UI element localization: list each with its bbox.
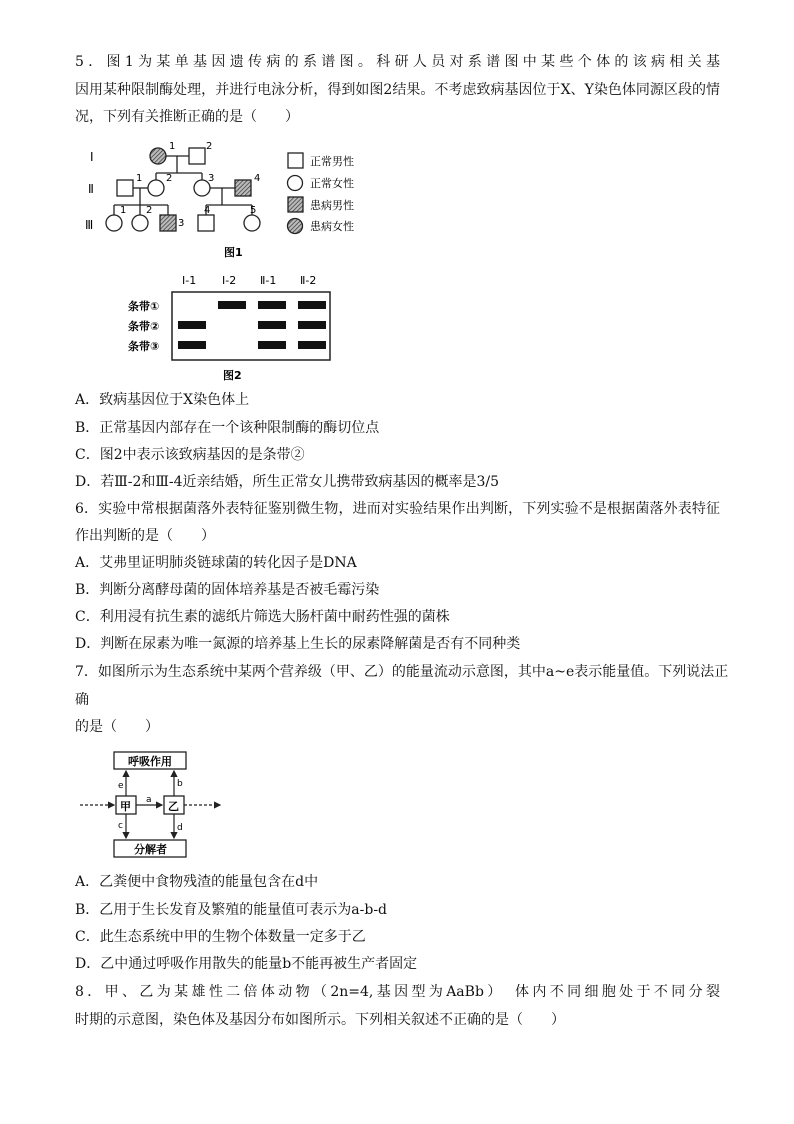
q6-option-a: A．艾弗里证明肺炎链球菌的转化因子是DNA — [75, 555, 357, 571]
q7-option-d: D．乙中通过呼吸作用散失的能量b不能再被生产者固定 — [75, 956, 418, 972]
legend-label: 正常女性 — [310, 177, 354, 190]
q5-stem-line-2: 因用某种限制酶处理，并进行电泳分析，得到如图2结果。不考虑致病基因位于X、Y染色体同源区段的情 — [75, 82, 720, 98]
legend-normal-female-icon — [288, 176, 303, 191]
q7-option-c: C．此生态系统中甲的生物个体数量一定多于乙 — [75, 929, 366, 945]
q5-stem-line-3: 况，下列有关推断正确的是（ ） — [75, 109, 299, 125]
pedigree-num: 4 — [254, 173, 261, 184]
pedigree-III-4-normal-male — [198, 215, 214, 231]
pedigree-II-4-affected-male — [235, 180, 251, 196]
gel-column-label: Ⅰ-1 — [182, 274, 197, 287]
pedigree-III-2-normal-female — [132, 215, 148, 231]
legend-label: 患病女性 — [310, 220, 354, 233]
gel-row-label: 条带① — [128, 300, 160, 313]
q5-option-a: A．致病基因位于X染色体上 — [75, 392, 250, 408]
pedigree-num: 2 — [146, 205, 153, 216]
gel-band — [298, 341, 326, 349]
energy-flow-diagram — [78, 748, 228, 863]
gel-band — [178, 341, 206, 349]
gel-row-label: 条带② — [128, 320, 160, 333]
q5-option-d: D．若Ⅲ-2和Ⅲ-4近亲结婚，所生正常女儿携带致病基因的概率是3/5 — [75, 474, 500, 490]
gel-band — [218, 301, 246, 309]
gel-band — [258, 321, 286, 329]
pedigree-num: 1 — [120, 205, 127, 216]
electrophoresis-figure — [120, 272, 360, 384]
legend-affected-female-icon — [288, 219, 303, 234]
gen-label-3: Ⅲ — [85, 218, 94, 232]
legend-normal-male-icon — [288, 153, 303, 168]
figure-2-caption: 图2 — [223, 369, 242, 382]
pedigree-num: 4 — [204, 205, 211, 216]
pedigree-I-2-normal-male — [189, 148, 205, 164]
q6-stem-line-2: 作出判断的是（ ） — [75, 528, 215, 544]
gel-band — [298, 301, 326, 309]
pedigree-num: 3 — [208, 173, 215, 184]
q5-option-b: B．正常基因内部存在一个该种限制酶的酶切位点 — [75, 420, 380, 436]
gen-label-1: Ⅰ — [90, 150, 94, 164]
q6-option-b: B．判断分离酵母菌的固体培养基是否被毛霉污染 — [75, 582, 380, 598]
gel-band — [258, 301, 286, 309]
pedigree-num: 3 — [178, 218, 185, 229]
respiration-label: 呼吸作用 — [128, 755, 172, 768]
q8-stem-line-2: 时期的示意图，染色体及基因分布如图所示。下列相关叙述不正确的是（ ） — [75, 1012, 565, 1028]
q6-stem-line-1: 6．实验中常根据菌落外表特征鉴别微生物，进而对实验结果作出判断，下列实验不是根据菌落外表特征 — [75, 501, 720, 517]
flow-label-e: e — [118, 781, 124, 791]
figure-1-caption: 图1 — [224, 246, 243, 259]
legend-label: 正常男性 — [310, 155, 354, 168]
flow-label-b: b — [177, 779, 183, 789]
gel-band — [258, 341, 286, 349]
q5-option-c: C．图2中表示该致病基因的是条带② — [75, 447, 305, 463]
gel-column-label: Ⅰ-2 — [222, 274, 237, 287]
q7-stem-line-1: 7．如图所示为生态系统中某两个营养级（甲、乙）的能量流动示意图，其中a~e表示能量值。下列说法正 — [75, 664, 729, 680]
q7-stem-line-3: 的是（ ） — [75, 719, 159, 735]
q7-option-a: A．乙粪便中食物残渣的能量包含在d中 — [75, 874, 319, 890]
flow-label-d: d — [177, 823, 183, 833]
q6-option-d: D．判断在尿素为唯一氮源的培养基上生长的尿素降解菌是否有不同种类 — [75, 636, 521, 652]
pedigree-num: 2 — [206, 141, 213, 152]
pedigree-num: 5 — [250, 205, 257, 216]
pedigree-num: 1 — [136, 173, 143, 184]
node-jia-label: 甲 — [120, 800, 131, 813]
gel-band — [178, 321, 206, 329]
pedigree-III-1-normal-female — [106, 215, 122, 231]
q7-stem-line-2: 确 — [75, 692, 89, 708]
pedigree-figure — [80, 135, 375, 265]
pedigree-I-1-affected-female — [150, 148, 166, 164]
pedigree-II-2-normal-female — [148, 180, 164, 196]
node-yi-label: 乙 — [168, 800, 179, 813]
flow-label-c: c — [118, 821, 123, 831]
legend-affected-male-icon — [288, 197, 303, 212]
gel-column-label: Ⅱ-1 — [260, 274, 277, 287]
gel-column-label: Ⅱ-2 — [300, 274, 317, 287]
gen-label-2: Ⅱ — [88, 182, 94, 196]
pedigree-II-1-normal-male — [117, 180, 133, 196]
q7-option-b: B．乙用于生长发育及繁殖的能量值可表示为a-b-d — [75, 902, 388, 918]
gel-row-label: 条带③ — [128, 340, 160, 353]
q8-stem-line-1: 8．甲、乙为某雄性二倍体动物（2n=4,基因型为AaBb） 体内不同细胞处于不同分裂 — [75, 984, 720, 1000]
decomposer-label: 分解者 — [134, 843, 167, 856]
legend-label: 患病男性 — [310, 199, 354, 212]
pedigree-III-5-normal-female — [244, 215, 260, 231]
pedigree-num: 2 — [166, 173, 173, 184]
flow-label-a: a — [146, 795, 152, 805]
pedigree-num: 1 — [169, 141, 176, 152]
q6-option-c: C．利用浸有抗生素的滤纸片筛选大肠杆菌中耐药性强的菌株 — [75, 609, 450, 625]
pedigree-III-3-affected-male — [160, 215, 176, 231]
gel-band — [298, 321, 326, 329]
q5-stem-line-1: 5．图1为某单基因遗传病的系谱图。科研人员对系谱图中某些个体的该病相关基 — [75, 54, 720, 70]
